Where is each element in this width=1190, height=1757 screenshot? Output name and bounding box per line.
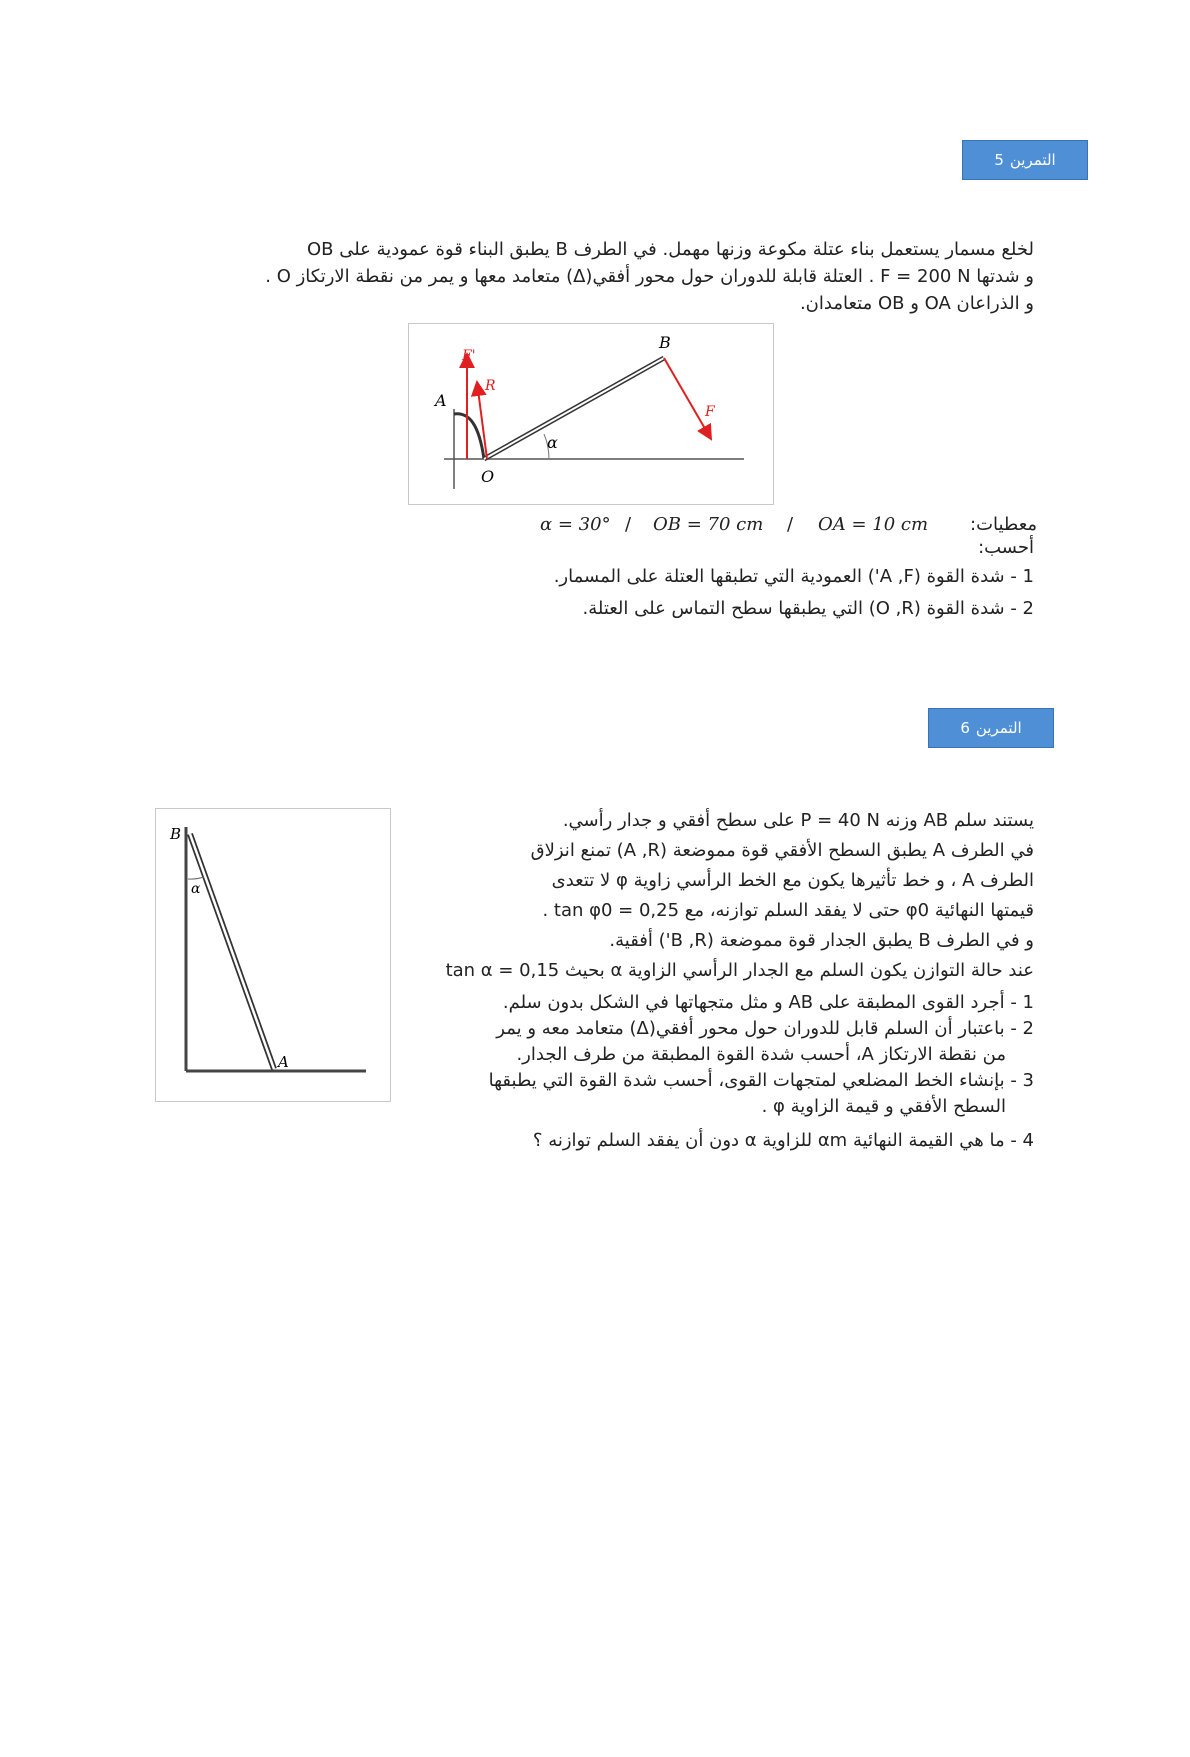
exercise-6-badge-number: 6	[960, 719, 970, 737]
exercise-6-question-2b: من نقطة الارتكاز A، أحسب شدة القوة المطبقة من طرف الجدار.	[516, 1044, 1006, 1065]
exercise-6-line-2: في الطرف A يطبق السطح الأفقي قوة مموضعة (A ,R) تمنع انزلاق	[530, 840, 1034, 861]
label-B: B	[659, 333, 671, 352]
exercise-6-questions	[374, 990, 1034, 1154]
label-O: O	[481, 467, 495, 486]
exercise-5-line-1: لخلع مسمار يستعمل بناء عتلة مكوعة وزنها مهمل. في الطرف B يطبق البناء قوة عمودية على OB	[306, 239, 1034, 260]
label-R: R	[485, 378, 496, 394]
ladder-angle-arc	[188, 877, 204, 879]
lever-short-arm	[454, 414, 484, 459]
label-F-prime: F'	[462, 348, 476, 364]
exercise-6-badge	[928, 708, 1054, 748]
ladder-inner	[190, 834, 274, 1069]
ladder-label-A: A	[278, 1053, 289, 1071]
given-separator-2: /	[625, 514, 632, 535]
exercise-6-line-6: عند حالة التوازن يكون السلم مع الجدار الرأسي الزاوية α بحيث tan α = 0,15	[445, 960, 1034, 981]
ladder-diagram	[156, 809, 390, 1101]
exercise-5-badge-number: 5	[994, 151, 1004, 169]
exercise-6-badge-word: التمرين	[975, 719, 1022, 737]
exercise-6-line-4: قيمتها النهائية φ0 حتى لا يفقد السلم توازنه، مع tan φ0 = 0,25 .	[542, 900, 1034, 921]
exercise-6-question-1: 1 - أجرد القوى المطبقة على AB و مثل متجهاتها في الشكل بدون سلم.	[502, 992, 1034, 1013]
exercise-6-ladder-figure	[155, 808, 391, 1102]
givens-label: معطيات:	[970, 514, 1038, 535]
lever-diagram	[409, 324, 773, 504]
exercise-5-line-2: و شدتها F = 200 N . العتلة قابلة للدوران حول محور أفقي(Δ) متعامد معها و يمر من نقطة الارتكاز O .	[265, 266, 1034, 287]
exercise-5-badge	[962, 140, 1088, 180]
exercise-6-question-2a: 2 - باعتبار أن السلم قابل للدوران حول محور أفقي(Δ) متعامد معه و يمر	[496, 1018, 1034, 1039]
exercise-5-statement	[174, 236, 1034, 317]
given-OA: OA = 10 cm	[818, 514, 929, 535]
exercise-6-line-1: يستند سلم AB وزنه P = 40 N على سطح أفقي و جدار رأسي.	[562, 810, 1034, 831]
exercise-6-question-3b: السطح الأفقي و قيمة الزاوية φ .	[761, 1096, 1006, 1117]
exercise-5-line-3: و الذراعان OA و OB متعامدان.	[799, 293, 1034, 314]
exercise-5-badge-word: التمرين	[1009, 151, 1056, 169]
calculate-label: أحسب:	[978, 537, 1034, 558]
label-F: F	[705, 404, 715, 420]
exercise-6-question-4: 4 - ما هي القيمة النهائية αm للزاوية α دون أن يفقد السلم توازنه ؟	[532, 1130, 1034, 1151]
exercise-6-line-5: و في الطرف B يطبق الجدار قوة مموضعة (B ,R') أفقية.	[609, 930, 1034, 951]
force-F-arrow	[664, 358, 711, 439]
label-alpha: α	[547, 433, 558, 452]
exercise-5-question-2: 2 - شدة القوة (O ,R) التي يطبقها سطح التماس على العتلة.	[582, 598, 1034, 619]
given-OB: OB = 70 cm	[653, 514, 764, 535]
exercise-6-question-3a: 3 - بإنشاء الخط المضلعي لمتجهات القوى، أحسب شدة القوة التي يطبقها	[488, 1070, 1034, 1091]
ladder-label-B: B	[170, 825, 182, 843]
ladder-label-alpha: α	[191, 881, 201, 897]
label-A: A	[435, 391, 447, 410]
exercise-6-line-3: الطرف A ، و خط تأثيرها يكون مع الخط الرأسي زاوية φ لا تتعدى	[551, 870, 1034, 891]
given-alpha: α = 30°	[540, 514, 611, 535]
lever-long-arm-inner	[484, 358, 664, 459]
exercise-5-question-1: 1 - شدة القوة (A ,F') العمودية التي تطبقها العتلة على المسمار.	[553, 566, 1034, 587]
given-separator-1: /	[787, 514, 794, 535]
exercise-6-statement	[374, 806, 1034, 986]
exercise-5-lever-figure	[408, 323, 774, 505]
